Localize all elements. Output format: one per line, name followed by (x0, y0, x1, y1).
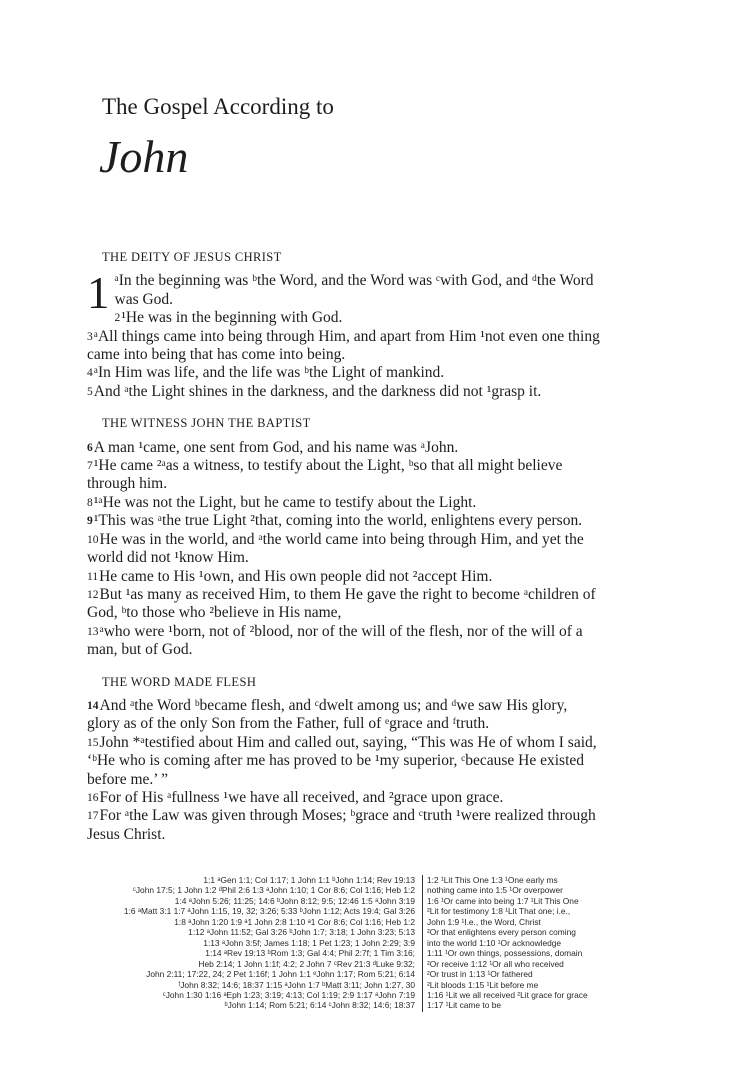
verse-text: ¹He was in the beginning with God. (121, 309, 343, 327)
cross-reference-line: 1:6 ᵃMatt 3:1 1:7 ᵃJohn 1:15, 19, 32; 3:26; 5:33 ᵇJohn 1:12; Acts 19:4; Gal 3:26 (123, 906, 415, 917)
cross-reference-line: ᶜJohn 17:5; 1 John 1:2 ᵈPhil 2:6 1:3 ᵃJohn 1:10; 1 Cor 8:6; Col 1:16; Heb 1:2 (132, 885, 415, 896)
verse-2 (87, 309, 603, 327)
verse-number: 6 (87, 441, 93, 454)
cross-reference-line: ᵇJohn 1:14; Rom 5:21; 6:14 ᶜJohn 8:32; 14:6; 18:37 (224, 1000, 415, 1011)
cross-reference-line: 1:8 ᵃJohn 1:20 1:9 ᵃ1 John 2:8 1:10 ᵃ1 Cor 8:6; Col 1:16; Heb 1:2 (174, 916, 415, 927)
cross-reference-line: ᶜJohn 1:30 1:16 ᵃEph 1:23; 3:19; 4:13; Col 1:19; 2:9 1:17 ᵃJohn 7:19 (162, 989, 415, 1000)
footnote-line: into the world 1:10 ¹Or acknowledge (427, 937, 562, 948)
footnote-line: 1:16 ¹Lit we all received ²Lit grace for grace (427, 989, 588, 1000)
verse-5 (87, 383, 603, 401)
footnote-line: 1:2 ¹Lit This One 1:3 ¹One early ms (427, 875, 558, 885)
footnote-line: ²Lit for testimony 1:8 ¹Lit That one; i.e., (427, 906, 571, 917)
verse-8 (87, 494, 603, 512)
verse-13 (87, 623, 603, 660)
verse-text: ᵃwho were ¹born, not of ²blood, nor of the will of the flesh, nor of the will of a man, but of God. (87, 622, 583, 659)
verse-number: 15 (87, 736, 99, 749)
verse-text: For ᵃthe Law was given through Moses; ᵇgrace and ᶜtruth ¹were realized through Jesus Christ. (87, 807, 596, 843)
footnote-line: John 1:9 ¹I.e., the Word, Christ (427, 916, 541, 927)
section-heading: THE WITNESS JOHN THE BAPTIST (102, 416, 311, 431)
book-title: John (99, 131, 189, 182)
verse-number: 2 (114, 312, 121, 325)
footnote-line: nothing came into 1:5 ¹Or overpower (427, 885, 563, 896)
verse-text: He was in the world, and ᵃthe world came into being through Him, and yet the world did not ¹know Him. (87, 530, 584, 567)
verse-number: 14 (87, 699, 99, 712)
verse-16 (87, 789, 603, 807)
verse-9 (87, 512, 603, 530)
cross-reference-line: John 2:11; 17:22, 24; 2 Pet 1:16f; 1 John 1:1 ᵉJohn 1:17; Rom 5:21; 6:14 (146, 969, 415, 980)
cross-reference-line: 1:13 ᵃJohn 3:5f; James 1:18; 1 Pet 1:23; 1 John 2:29; 3:9 (203, 937, 415, 948)
verse-number: 13 (87, 625, 99, 638)
verse-text: ¹He came ²ᵃas a witness, to testify about the Light, ᵇso that all might believe through him. (87, 457, 563, 493)
verse-17 (87, 807, 603, 844)
verse-text: John *ᵃtestified about Him and called out, saying, “This was He of whom I said, ‘ᵇHe who is coming after me has proved to be ¹my superior, ᶜbecause He existed before me.’ ” (87, 733, 597, 788)
verse-4 (87, 364, 603, 382)
verse-6 (87, 439, 603, 457)
verse-text: For of His ᵃfullness ¹we have all received, and ²grace upon grace. (99, 788, 504, 806)
footnotes (427, 875, 607, 1011)
verse-12 (87, 586, 603, 623)
cross-reference-line: 1:4 ᵃJohn 5:26; 11:25; 14:6 ᵇJohn 8:12; 9:5; 12:46 1:5 ᵃJohn 3:19 (174, 895, 415, 906)
cross-reference-line: ᶠJohn 8:32; 14:6; 18:37 1:15 ᵃJohn 1:7 ᵇMatt 3:11; John 1:27, 30 (178, 979, 415, 990)
cross-reference-line: Heb 2:14; 1 John 1:1f; 4:2; 2 John 7 ᶜRev 21:3 ᵈLuke 9:32; (198, 958, 415, 969)
chapter-number: 1 (87, 268, 110, 319)
verse-text: ᵃIn the beginning was ᵇthe Word, and the Word was ᶜwith God, and ᵈthe Word was God. (114, 272, 594, 308)
verse-11 (87, 568, 603, 586)
footnote-line: 1:17 ¹Lit came to be (427, 1000, 502, 1011)
cross-reference-line: 1:14 ᵃRev 19:13 ᵇRom 1:3; Gal 4:4; Phil 2:7f; 1 Tim 3:16; (205, 948, 415, 959)
verse-number: 3 (87, 330, 93, 343)
verse-text: He came to His ¹own, and His own people did not ²accept Him. (99, 567, 493, 585)
cross-reference-line: 1:1 ᵃGen 1:1; Col 1:17; 1 John 1:1 ᵇJohn 1:14; Rev 19:13 (203, 875, 415, 885)
verse-number: 7 (87, 460, 93, 473)
verse-number: 8 (87, 496, 93, 509)
book-title-prefix: The Gospel According to (102, 94, 334, 119)
verse-number: 17 (87, 810, 99, 823)
footnote-line: 1:6 ¹Or came into being 1:7 ¹Lit This One (427, 895, 579, 906)
verse-number: 4 (87, 367, 93, 380)
footnote-line: 1:11 ¹Or own things, possessions, domain (427, 948, 583, 959)
section-heading: THE DEITY OF JESUS CHRIST (102, 250, 282, 264)
verse-number: 10 (87, 533, 99, 546)
verse-text: And ᵃthe Light shines in the darkness, and the darkness did not ¹grasp it. (93, 382, 542, 400)
notes-area (100, 875, 603, 1015)
verse-text: But ¹as many as received Him, to them He gave the right to become ᵃchildren of God, ᵇto those who ²believe in His name, (87, 585, 596, 622)
section-heading: THE WORD MADE FLESH (102, 674, 257, 689)
footnote-line: ²Lit bloods 1:15 ¹Lit before me (427, 979, 539, 990)
verse-number: 11 (87, 570, 99, 583)
verse-7 (87, 457, 603, 494)
verse-text: ᵃIn Him was life, and the life was ᵇthe Light of mankind. (93, 364, 445, 382)
footnote-line: ²Or receive 1:12 ¹Or all who received (427, 958, 564, 969)
verse-number: 16 (87, 791, 99, 804)
footnote-line: ²Or that enlightens every person coming (427, 927, 576, 938)
verse-number: 12 (87, 588, 99, 601)
verse-10 (87, 531, 603, 568)
scripture-body (87, 248, 603, 844)
footnote-line: ²Or trust in 1:13 ¹Or fathered (427, 969, 533, 980)
verse-text: ¹ᵃHe was not the Light, but he came to testify about the Light. (93, 493, 477, 511)
verse-text: A man ¹came, one sent from God, and his name was ᵃJohn. (93, 438, 459, 456)
verse-15 (87, 734, 603, 789)
verse-text: And ᵃthe Word ᵇbecame flesh, and ᶜdwelt among us; and ᵈwe saw His glory, glory as of the only Son from the Father, full of ᵉgrace and ᶠtruth. (87, 696, 568, 733)
verse-text: ᵃAll things came into being through Him, and apart from Him ¹not even one thing came into being that has come into being. (87, 327, 600, 364)
cross-references (100, 875, 415, 1011)
verse-14 (87, 697, 603, 734)
verse-number: 5 (87, 385, 93, 398)
column-divider (422, 875, 423, 1012)
verse-number: 9 (87, 515, 93, 528)
cross-reference-line: 1:12 ᵃJohn 11:52; Gal 3:26 ᵇJohn 1:7; 3:18; 1 John 3:23; 5:13 (188, 927, 415, 938)
verse-text: ¹This was ᵃthe true Light ²that, coming into the world, enlightens every person. (93, 512, 583, 530)
verse-3 (87, 328, 603, 365)
